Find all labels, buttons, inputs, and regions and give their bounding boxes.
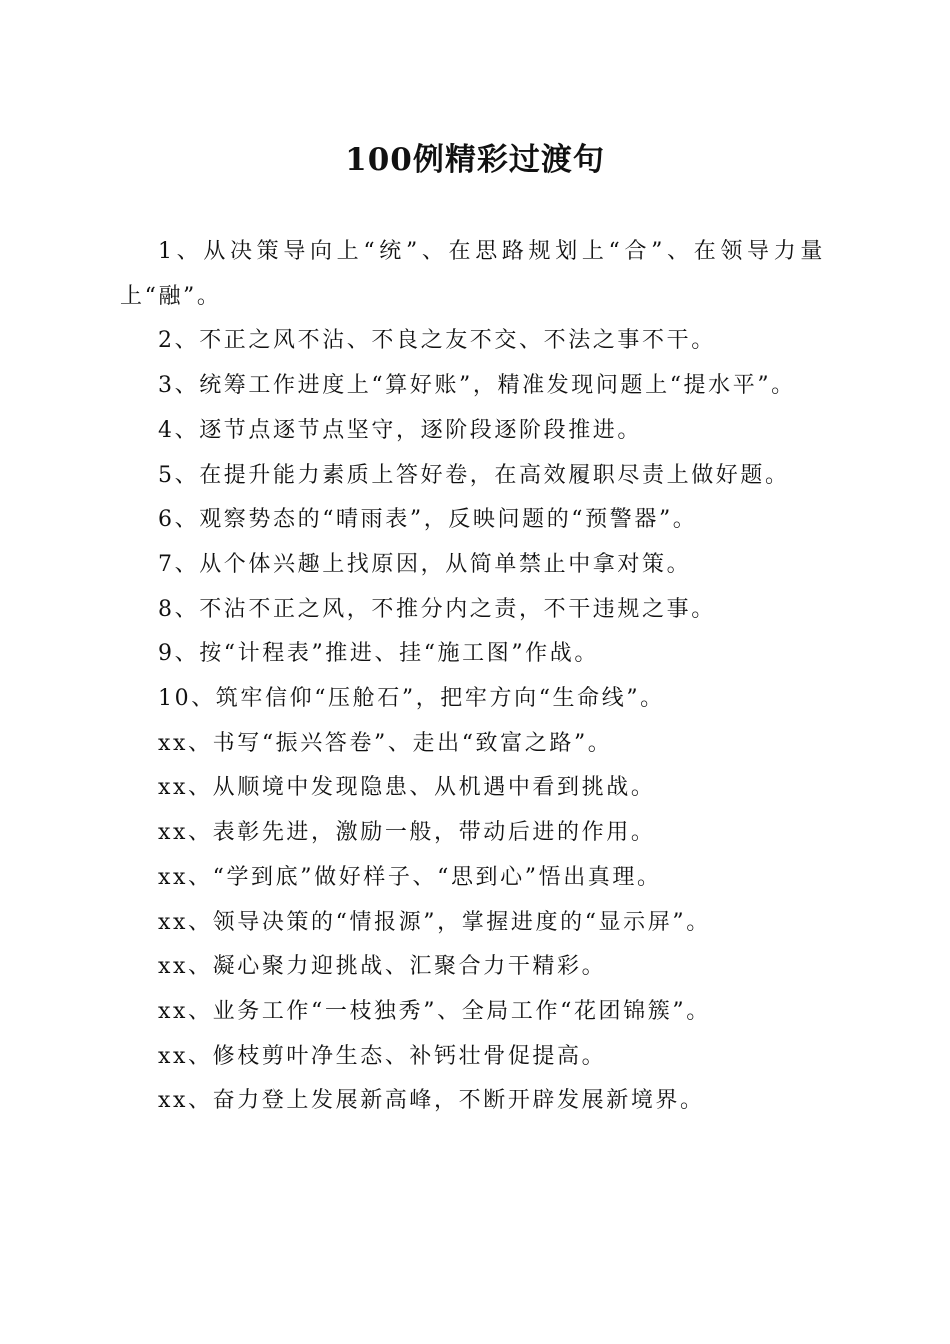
paragraph: 8、不沾不正之风，不推分内之责，不干违规之事。	[158, 596, 716, 622]
paragraph: xx、修枝剪叶净生态、补钙壮骨促提高。	[158, 1043, 607, 1069]
paragraph: 4、逐节点逐节点坚守，逐阶段逐阶段推进。	[158, 417, 642, 443]
paragraph: xx、表彰先进，激励一般，带动后进的作用。	[158, 820, 656, 846]
paragraph: xx、领导决策的“情报源”，掌握进度的“显示屏”。	[158, 909, 711, 935]
paragraph: 6、观察势态的“晴雨表”，反映问题的“预警器”。	[158, 507, 698, 533]
document-title: 100例精彩过渡句	[345, 142, 605, 178]
paragraph: 1、从决策导向上“统”、在思路规划上“合”、在领导力量上“融”。	[120, 239, 825, 309]
paragraph: xx、“学到底”做好样子、“思到心”悟出真理。	[158, 864, 662, 890]
paragraph: 3、统筹工作进度上“算好账”，精准发现问题上“提水平”。	[158, 373, 796, 399]
paragraph: 5、在提升能力素质上答好卷，在高效履职尽责上做好题。	[158, 462, 790, 488]
paragraph: 10、筑牢信仰“压舱石”，把牢方向“生命线”。	[158, 686, 665, 712]
paragraph: 2、不正之风不沾、不良之友不交、不法之事不干。	[158, 328, 716, 354]
paragraph: xx、从顺境中发现隐患、从机遇中看到挑战。	[158, 775, 656, 801]
paragraph: xx、书写“振兴答卷”、走出“致富之路”。	[158, 730, 613, 756]
paragraph: xx、奋力登上发展新高峰，不断开辟发展新境界。	[158, 1088, 705, 1114]
document-body	[120, 230, 825, 1124]
paragraph: 9、按“计程表”推进、挂“施工图”作战。	[158, 641, 599, 667]
paragraph: 7、从个体兴趣上找原因，从简单禁止中拿对策。	[158, 551, 692, 577]
paragraph: xx、业务工作“一枝独秀”、全局工作“花团锦簇”。	[158, 998, 711, 1024]
paragraph: xx、凝心聚力迎挑战、汇聚合力干精彩。	[158, 954, 607, 980]
